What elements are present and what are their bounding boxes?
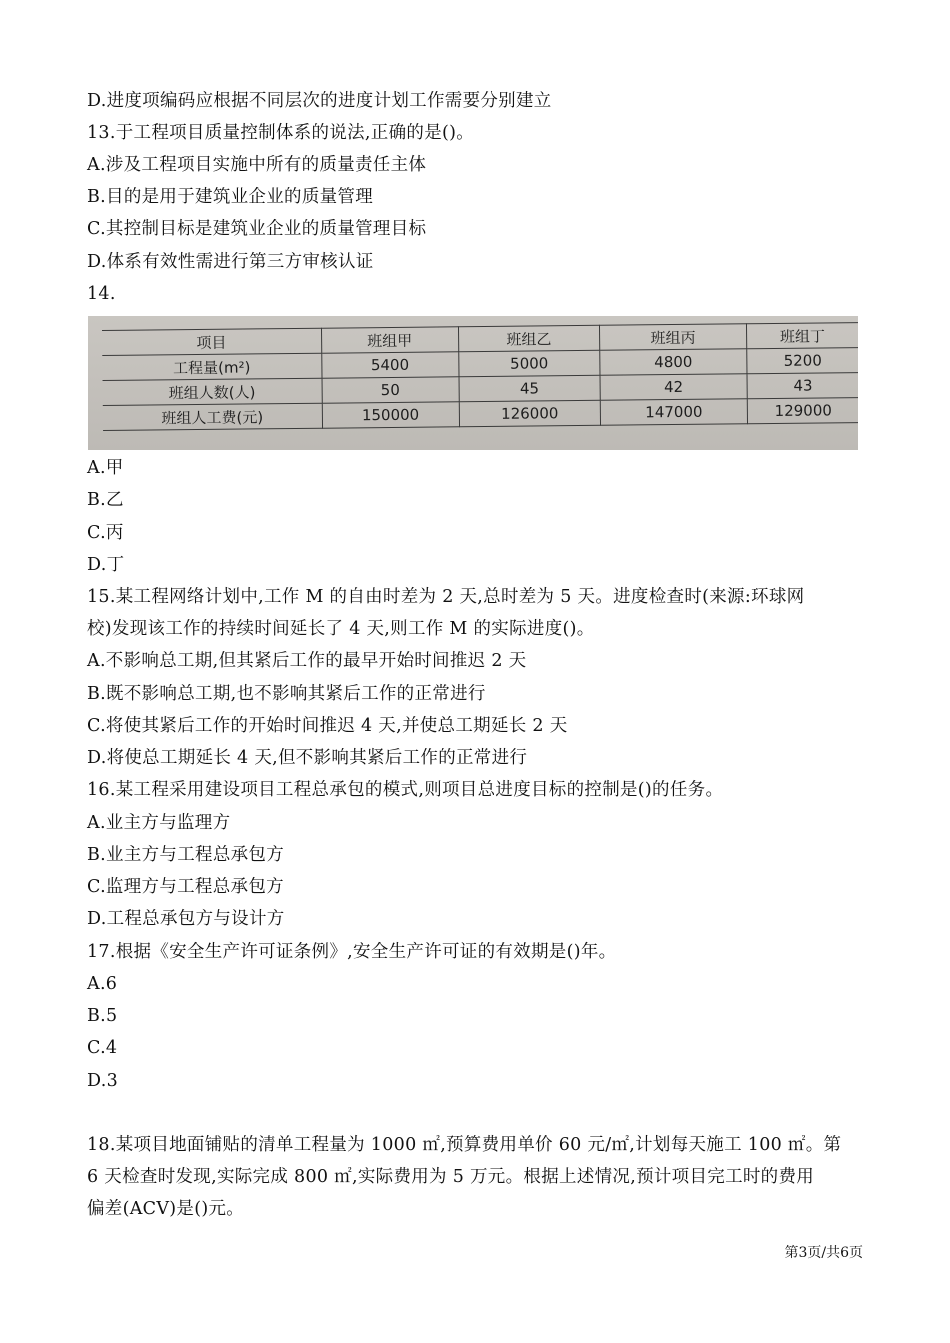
table-photo <box>88 316 858 450</box>
option-a: A.涉及工程项目实施中所有的质量责任主体 <box>87 155 427 175</box>
option-b: B.目的是用于建筑业企业的质量管理 <box>87 187 374 207</box>
table-cell: 班组乙 <box>458 325 600 351</box>
table-cell: 126000 <box>459 400 601 426</box>
question-15-cont: 校)发现该工作的持续时间延长了 4 天,则工作 M 的实际进度()。 <box>87 619 595 639</box>
table-cell: 班组人数(人) <box>103 378 322 405</box>
option-d: D.3 <box>87 1071 119 1091</box>
question-13: 13.于工程项目质量控制体系的说法,正确的是()。 <box>87 123 475 143</box>
question-18: 18.某项目地面铺贴的清单工程量为 1000 ㎡,预算费用单价 60 元/㎡,计划每天施工 100 ㎡。第 <box>87 1135 842 1155</box>
table-cell: 50 <box>322 377 459 403</box>
table-cell: 42 <box>600 374 747 401</box>
option-c: C.其控制目标是建筑业企业的质量管理目标 <box>87 219 427 239</box>
table-cell: 4800 <box>600 349 747 376</box>
option-b: B.既不影响总工期,也不影响其紧后工作的正常进行 <box>87 684 486 704</box>
option-b: B.业主方与工程总承包方 <box>87 845 285 865</box>
question-18-cont: 6 天检查时发现,实际完成 800 ㎡,实际费用为 5 万元。根据上述情况,预计项目完工时的费用 <box>87 1167 815 1187</box>
text-line: D.进度项编码应根据不同层次的进度计划工作需要分别建立 <box>87 91 552 111</box>
table-cell: 班组人工费(元) <box>103 403 322 430</box>
table-cell: 5400 <box>322 352 459 378</box>
option-d: D.丁 <box>87 555 125 575</box>
table-cell: 5200 <box>746 348 858 374</box>
option-c: C.将使其紧后工作的开始时间推迟 4 天,并使总工期延长 2 天 <box>87 716 568 736</box>
option-a: A.不影响总工期,但其紧后工作的最早开始时间推迟 2 天 <box>87 651 527 671</box>
table-cell: 147000 <box>600 399 747 426</box>
table-cell: 5000 <box>458 350 600 376</box>
option-c: C.4 <box>87 1038 118 1058</box>
option-a: A.甲 <box>87 458 124 478</box>
table-cell: 班组甲 <box>321 327 458 353</box>
option-d: D.工程总承包方与设计方 <box>87 909 285 929</box>
table-cell: 班组丁 <box>746 323 858 349</box>
table-cell: 班组丙 <box>600 324 747 351</box>
table-cell: 项目 <box>102 328 321 355</box>
crew-table <box>102 322 858 431</box>
option-c: C.监理方与工程总承包方 <box>87 877 284 897</box>
table-cell: 43 <box>747 373 858 399</box>
question-17: 17.根据《安全生产许可证条例》,安全生产许可证的有效期是()年。 <box>87 942 617 962</box>
table-cell: 工程量(m²) <box>102 353 321 380</box>
question-18-cont: 偏差(ACV)是()元。 <box>87 1199 245 1219</box>
option-d: D.体系有效性需进行第三方审核认证 <box>87 252 374 272</box>
page-number: 第3页/共6页 <box>784 1245 863 1261</box>
table-cell: 45 <box>459 375 601 401</box>
option-a: A.6 <box>87 974 118 994</box>
question-14: 14. <box>87 284 116 304</box>
table-cell: 150000 <box>322 402 459 428</box>
question-16: 16.某工程采用建设项目工程总承包的模式,则项目总进度目标的控制是()的任务。 <box>87 780 724 800</box>
option-b: B.乙 <box>87 490 124 510</box>
option-b: B.5 <box>87 1006 118 1026</box>
option-a: A.业主方与监理方 <box>87 813 231 833</box>
option-d: D.将使总工期延长 4 天,但不影响其紧后工作的正常进行 <box>87 748 528 768</box>
question-15: 15.某工程网络计划中,工作 M 的自由时差为 2 天,总时差为 5 天。进度检查时(来源:环球网 <box>87 587 805 607</box>
option-c: C.丙 <box>87 523 124 543</box>
table-cell: 129000 <box>747 398 858 424</box>
